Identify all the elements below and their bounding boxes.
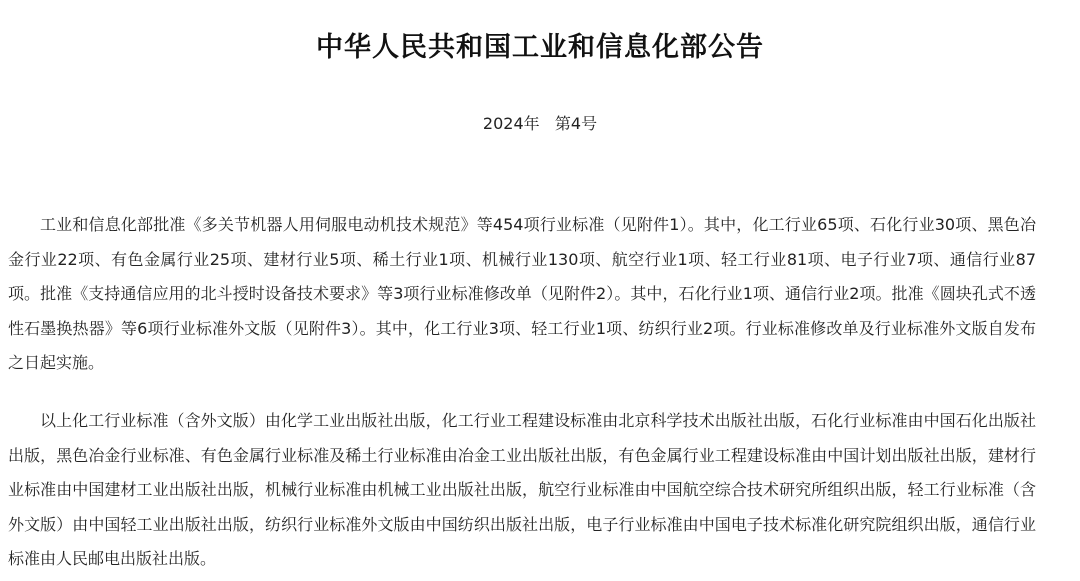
body-paragraph-approval: 工业和信息化部批准《多关节机器人用伺服电动机技术规范》等454项行业标准（见附件1）。其中，化工行业65项、石化行业30项、黑色冶金行业22项、有色金属行业25项、建材行业5项、稀土行业1项、机械行业130项、航空行业1项、轻工行业81项、电子行业7项、通信行业87项。批准《支持通信应用的北斗授时设备技术要求》等3项行业标准修改单（见附件2）。其中，石化行业1项、通信行业2项。批准《圆块孔式不透性石墨换热器》等6项行业标准外文版（见附件3）。其中，化工行业3项、轻工行业1项、纺织行业2项。行业标准修改单及行业标准外文版自发布之日起实施。 (8, 215, 1036, 372)
issue-year: 2024年 (482, 114, 540, 133)
issue-line (0, 112, 1080, 136)
body-paragraph-publishers: 以上化工行业标准（含外文版）由化学工业出版社出版，化工行业工程建设标准由北京科学技术出版社出版，石化行业标准由中国石化出版社出版，黑色冶金行业标准、有色金属行业标准及稀土行业标准由冶金工业出版社出版，有色金属行业工程建设标准由中国计划出版社出版，建材行业标准由中国建材工业出版社出版，机械行业标准由机械工业出版社出版，航空行业标准由中国航空综合技术研究所组织出版，轻工行业标准（含外文版）由中国轻工业出版社出版，纺织行业标准外文版由中国纺织出版社出版，电子行业标准由中国电子技术标准化研究院组织出版，通信行业标准由人民邮电出版社出版。 (8, 411, 1036, 568)
issue-number: 第4号 (554, 114, 598, 133)
page-title: 中华人民共和国工业和信息化部公告 (316, 32, 764, 63)
